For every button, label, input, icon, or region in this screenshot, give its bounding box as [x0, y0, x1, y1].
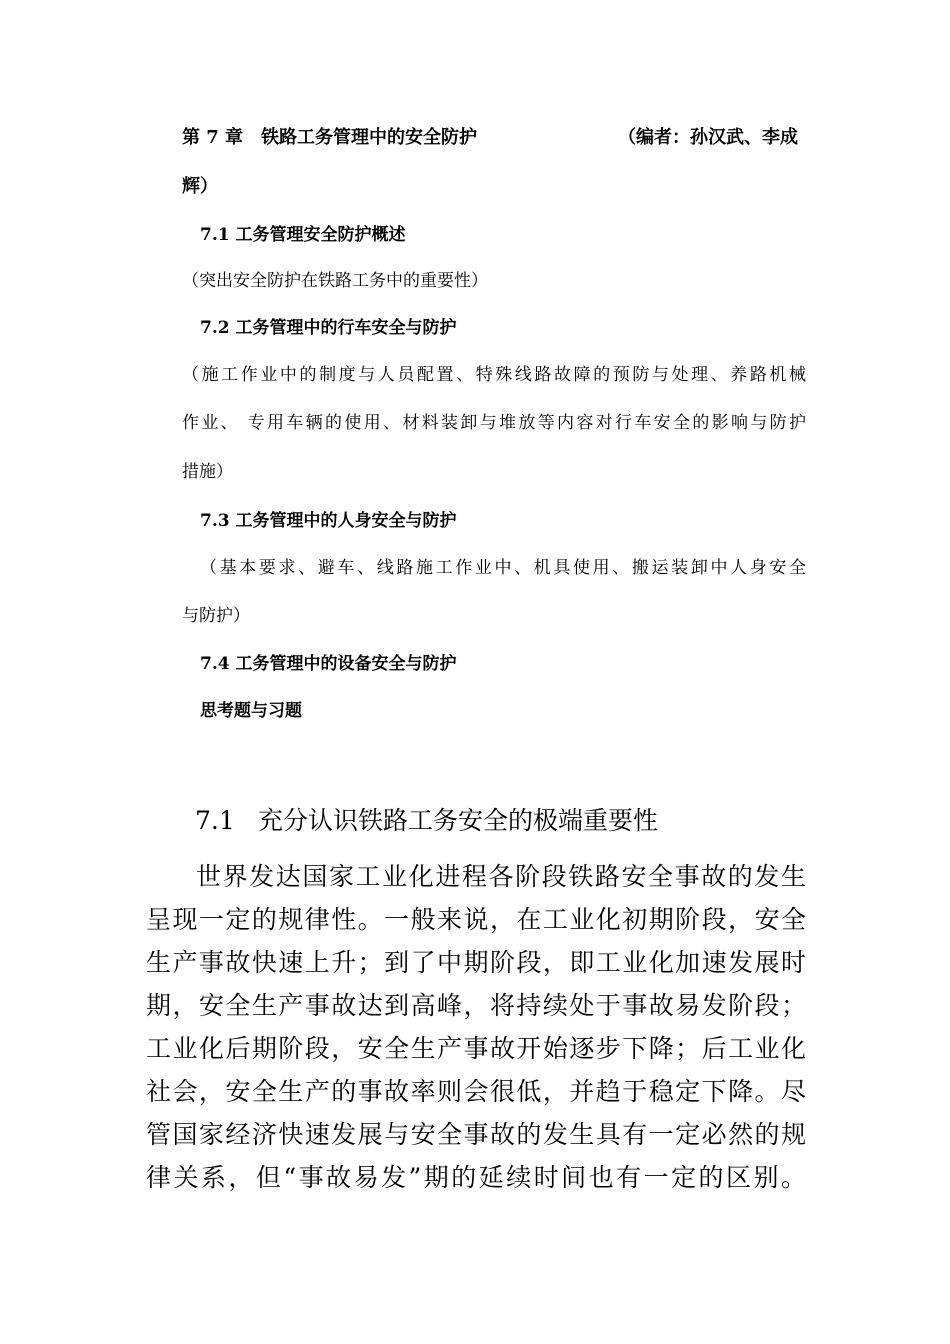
body-line-8: 律关系，但“事故易发”期的延续时间也有一定的区别。 [146, 1163, 806, 1192]
body-line-7: 管国家经济快速发展与安全事故的发生具有一定必然的规 [146, 1120, 806, 1149]
body-line-6: 社会，安全生产的事故率则会很低，并趋于稳定下降。尽 [146, 1077, 806, 1106]
body-line-2: 呈现一定的规律性。一般来说，在工业化初期阶段，安全 [146, 905, 806, 934]
editors-line-1: （编者：孙汉武、李成 [618, 127, 798, 148]
chapter-title: 第 7 章 铁路工务管理中的安全防护 [182, 127, 478, 148]
section-7-3-heading: 7.3 工务管理中的人身安全与防护 [200, 511, 457, 531]
body-line-5: 工业化后期阶段，安全生产事故开始逐步下降；后工业化 [146, 1034, 806, 1063]
section-number: 7.1 [195, 806, 235, 835]
editors-line-2: 辉） [182, 176, 218, 197]
section-7-2-note-line-2: 作业、 专用车辆的使用、材料装卸与堆放等内容对行车安全的影响与防护 [182, 413, 806, 433]
section-7-1-heading: 7.1 工务管理安全防护概述 [200, 225, 406, 245]
section-7-2-heading: 7.2 工务管理中的行车安全与防护 [200, 318, 457, 338]
section-7-1-note: （突出安全防护在铁路工务中的重要性） [182, 271, 488, 291]
section-7-2-note-line-1: （施工作业中的制度与人员配置、特殊线路故障的预防与处理、养路机械 [182, 365, 806, 385]
section-7-2-note-line-3: 措施） [182, 462, 233, 482]
body-line-3: 生产事故快速上升；到了中期阶段，即工业化加速发展时 [146, 948, 806, 977]
section-title: 充分认识铁路工务安全的极端重要性 [258, 806, 659, 835]
section-7-3-note-line-1: （基本要求、避车、线路施工作业中、机具使用、搬运装卸中人身安全 [200, 558, 806, 578]
body-line-4: 期，安全生产事故达到高峰，将持续处于事故易发阶段； [146, 991, 806, 1020]
section-7-3-note-line-2: 与防护） [182, 606, 250, 626]
section-7-4-heading: 7.4 工务管理中的设备安全与防护 [200, 654, 457, 674]
body-line-1: 世界发达国家工业化进程各阶段铁路安全事故的发生 [196, 862, 806, 891]
exercises-heading: 思考题与习题 [200, 701, 302, 721]
